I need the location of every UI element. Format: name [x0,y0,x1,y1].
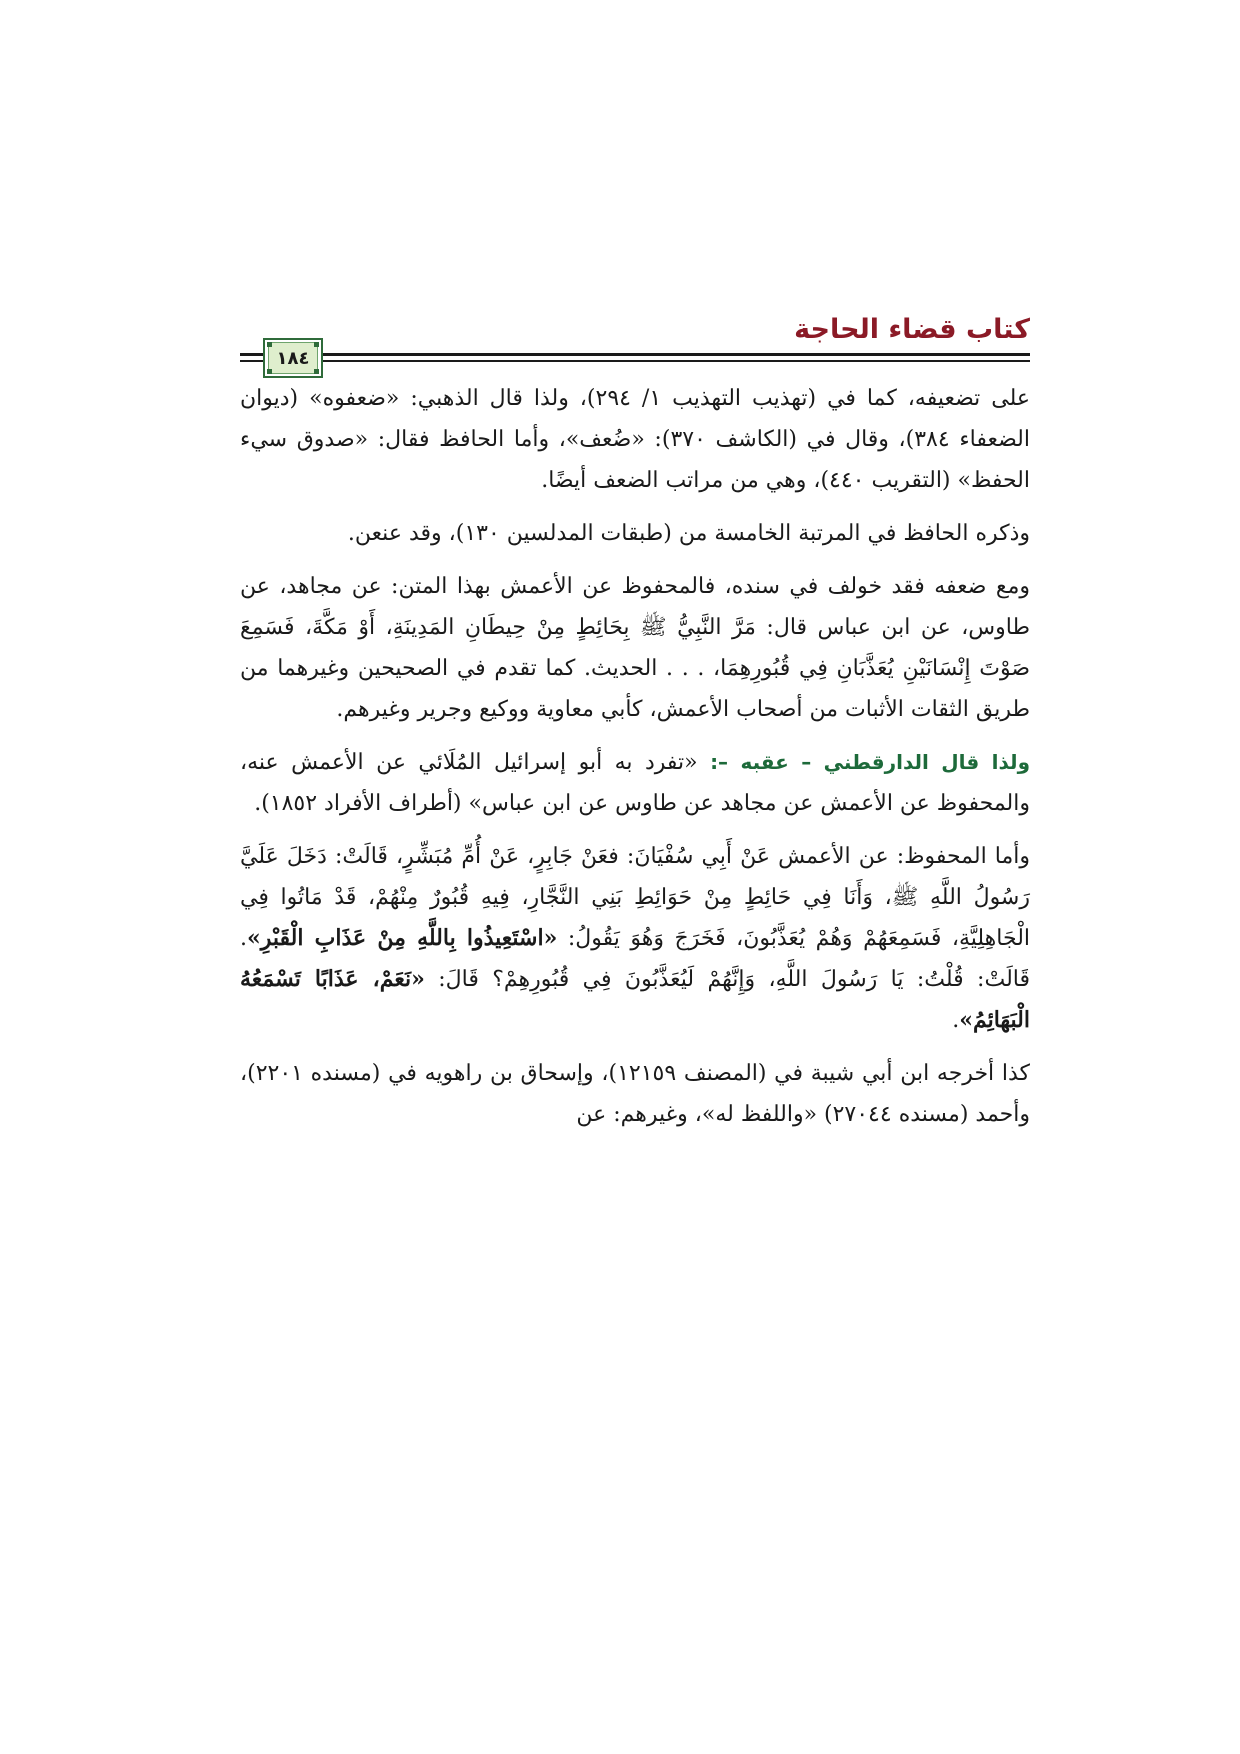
frame-ornament-icon [267,342,272,347]
frame-ornament-icon [314,369,319,374]
frame-ornament-icon [267,369,272,374]
body-text [240,378,1030,1135]
paragraph-text: كذا أخرجه ابن أبي شيبة في (المصنف ١٢١٥٩)، وإسحاق بن راهويه في (مسنده ٢٢٠١)، وأحمد (مسنده ٢٧٠٤٤) «واللفظ له»، وغيرهم: عن [240,1061,1030,1127]
frame-ornament-icon [314,342,319,347]
paragraph [240,742,1030,824]
running-title: كتاب قضاء الحاجة [794,314,1030,345]
paragraph-text: . قَالَتْ: قُلْتُ: يَا رَسُولَ اللَّهِ، وَإِنَّهُمْ لَيُعَذَّبُونَ فِي قُبُورِهِمْ؟ قَالَ: [240,926,1030,992]
page-number-frame [263,338,323,378]
paragraph [240,513,1030,554]
paragraph-text: وأما المحفوظ: عن الأعمش عَنْ أَبِي سُفْيَانَ: فعَنْ جَابِرٍ، عَنْ أُمِّ مُبَشِّرٍ، قَالَتْ: دَخَلَ عَلَيَّ رَسُولُ اللَّهِ ﷺ، وَأَنَا فِي حَائِطٍ مِنْ حَوَائِطِ بَنِي النَّجَّارِ، فِيهِ قُبُورٌ مِنْهُمْ، قَدْ مَاتُوا فِي الْجَاهِلِيَّةِ، فَسَمِعَهُمْ وَهُمْ يُعَذَّبُونَ، فَخَرَجَ وَهُوَ يَقُولُ: [240,844,1031,951]
page-number: ١٨٤ [268,342,318,374]
hadith-quote: «نَعَمْ، عَذَابًا تَسْمَعُهُ الْبَهَائِمُ» [240,966,1030,1033]
paragraph [240,378,1030,501]
paragraph [240,1053,1030,1135]
paragraph-text: . [952,1008,960,1033]
paragraph [240,836,1030,1041]
paragraph-text: وذكره الحافظ في المرتبة الخامسة من (طبقات المدلسين ١٣٠)، وقد عنعن. [347,521,1030,546]
paragraph-text: «تفرد به أبو إسرائيل المُلَائي عن الأعمش عنه، والمحفوظ عن الأعمش عن مجاهد عن طاوس عن ابن عباس» (أطراف الأفراد ١٨٥٢). [240,750,1030,816]
page-header [240,300,1030,372]
heading-inline: ولذا قال الدارقطني – عقبه –: [710,750,1030,774]
paragraph-text: ومع ضعفه فقد خولف في سنده، فالمحفوظ عن الأعمش بهذا المتن: عن مجاهد، عن طاوس، عن ابن عباس قال: مَرَّ النَّبِيُّ ﷺ بِحَائِطٍ مِنْ حِيطَانِ المَدِينَةِ، أَوْ مَكَّةَ، فَسَمِعَ صَوْتَ إِنْسَانَيْنِ يُعَذَّبَانِ فِي قُبُورِهِمَا، . . . الحديث. كما تقدم في الصحيحين وغيرهما من طريق الثقات الأثبات من أصحاب الأعمش، كأبي معاوية ووكيع وجرير وغيرهم. [240,574,1030,722]
book-page [240,300,1030,1147]
hadith-quote: «اسْتَعِيذُوا بِاللَّهِ مِنْ عَذَابِ الْقَبْرِ» [247,925,558,951]
header-rule-thin [240,360,1030,362]
header-rule-thick [240,353,1030,356]
paragraph [240,566,1030,730]
paragraph-text: على تضعيفه، كما في (تهذيب التهذيب ١/ ٢٩٤)، ولذا قال الذهبي: «ضعفوه» (ديوان الضعفاء ٣٨٤)، وقال في (الكاشف ٣٧٠): «ضُعف»، وأما الحافظ فقال: «صدوق سيء الحفظ» (التقريب ٤٤٠)، وهي من مراتب الضعف أيضًا. [240,386,1030,493]
